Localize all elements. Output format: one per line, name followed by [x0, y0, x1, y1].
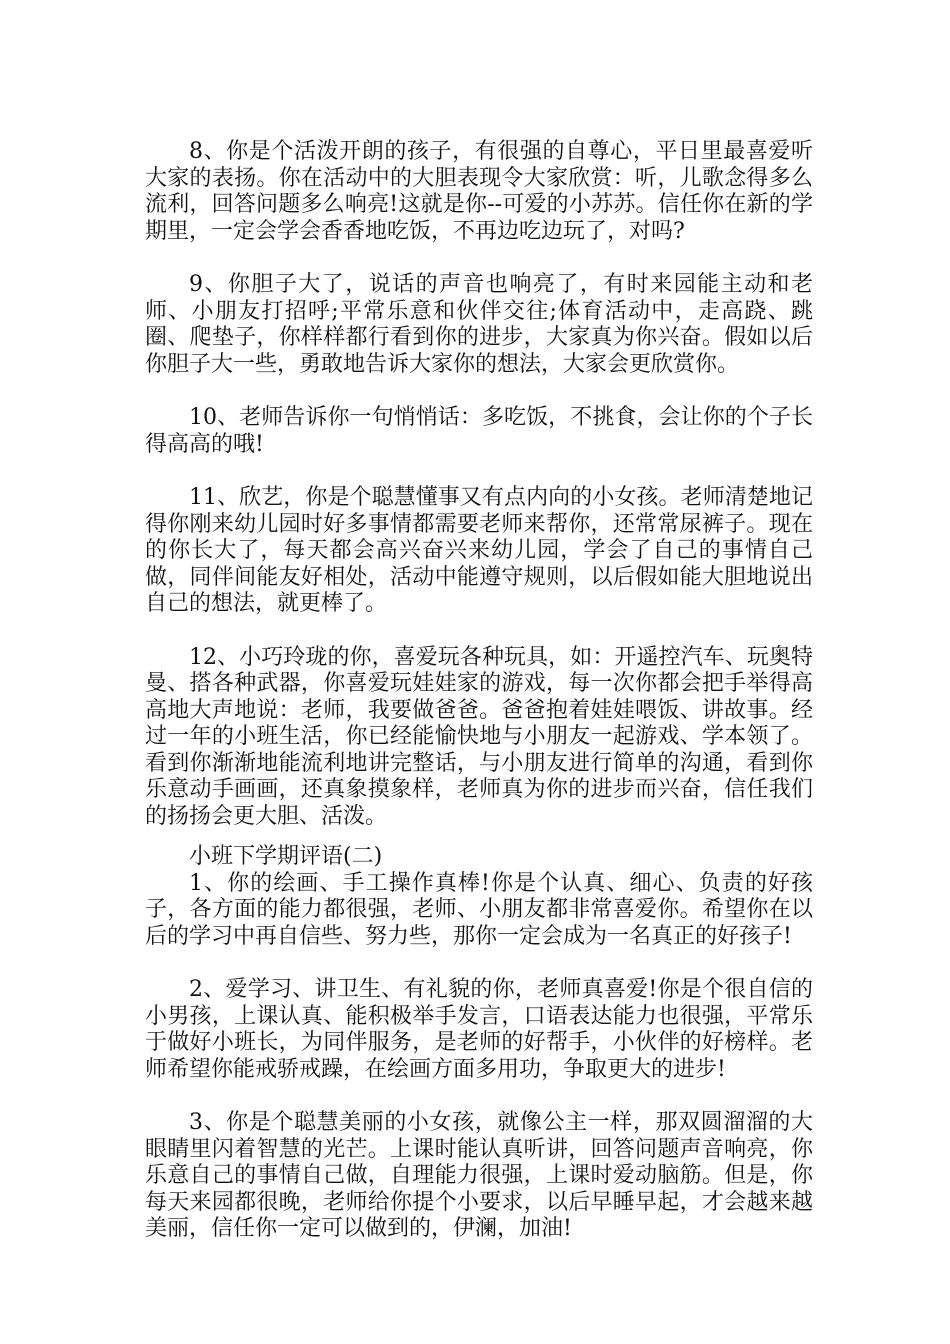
paragraph-comment-9: 9、你胆子大了，说话的声音也响亮了，有时来园能主动和老师、小朋友打招呼;平常乐意和伙伴交往;体育活动中，走高跷、跳圈、爬垫子，你样样都行看到你的进步，大家真为你兴奋。假如以后你胆子大一些，勇敢地告诉大家你的想法，大家会更欣赏你。 [145, 272, 813, 377]
paragraph-comment-12: 12、小巧玲珑的你，喜爱玩各种玩具，如：开遥控汽车、玩奥特曼、搭各种武器，你喜爱玩娃娃家的游戏，每一次你都会把手举得高高地大声地说：老师，我要做爸爸。爸爸抱着娃娃喂饭、讲故事。经过一年的小班生活，你已经能愉快地与小朋友一起游戏、学本领了。看到你渐渐地能流利地讲完整话，与小朋友进行简单的沟通，看到你乐意动手画画，还真象摸象样，老师真为你的进步而兴奋，信任我们的扬扬会更大胆、活泼。 [145, 644, 813, 829]
section-heading: 小班下学期评语(二) [189, 844, 383, 869]
paragraph-comment-2: 2、爱学习、讲卫生、有礼貌的你，老师真喜爱!你是个很自信的小男孩，上课认真、能积极举手发言，口语表达能力也很强，平常乐于做好小班长，为同伴服务，是老师的好帮手，小伙伴的好榜样。老师希望你能戒骄戒躁，在绘画方面多用功，争取更大的进步! [145, 977, 813, 1082]
paragraph-comment-11: 11、欣艺，你是个聪慧懂事又有点内向的小女孩。老师清楚地记得你刚来幼儿园时好多事情都需要老师来帮你，还常常尿裤子。现在的你长大了，每天都会高兴奋兴来幼儿园，学会了自己的事情自己做，同伴间能友好相处，活动中能遵守规则，以后假如能大胆地说出自己的想法，就更棒了。 [145, 485, 813, 616]
paragraph-comment-3: 3、你是个聪慧美丽的小女孩，就像公主一样，那双圆溜溜的大眼睛里闪着智慧的光芒。上课时能认真听讲，回答问题声音响亮，你乐意自己的事情自己做，自理能力很强，上课时爱动脑筋。但是，你每天来园都很晚，老师给你提个小要求，以后早睡早起，才会越来越美丽，信任你一定可以做到的，伊澜，加油! [145, 1110, 813, 1241]
document-page [145, 139, 813, 1270]
paragraph-comment-10: 10、老师告诉你一句悄悄话：多吃饭，不挑食，会让你的个子长得高高的哦! [145, 405, 813, 457]
paragraph-comment-1: 1、你的绘画、手工操作真棒!你是个认真、细心、负责的好孩子，各方面的能力都很强，老师、小朋友都非常喜爱你。希望你在以后的学习中再自信些、努力些，那你一定会成为一名真正的好孩子! [145, 870, 813, 949]
paragraph-comment-8: 8、你是个活泼开朗的孩子，有很强的自尊心，平日里最喜爱听大家的表扬。你在活动中的大胆表现令大家欣赏：听，儿歌念得多么流利，回答问题多么响亮!这就是你--可爱的小苏苏。信任你在新的学期里，一定会学会香香地吃饭，不再边吃边玩了，对吗? [145, 139, 813, 244]
